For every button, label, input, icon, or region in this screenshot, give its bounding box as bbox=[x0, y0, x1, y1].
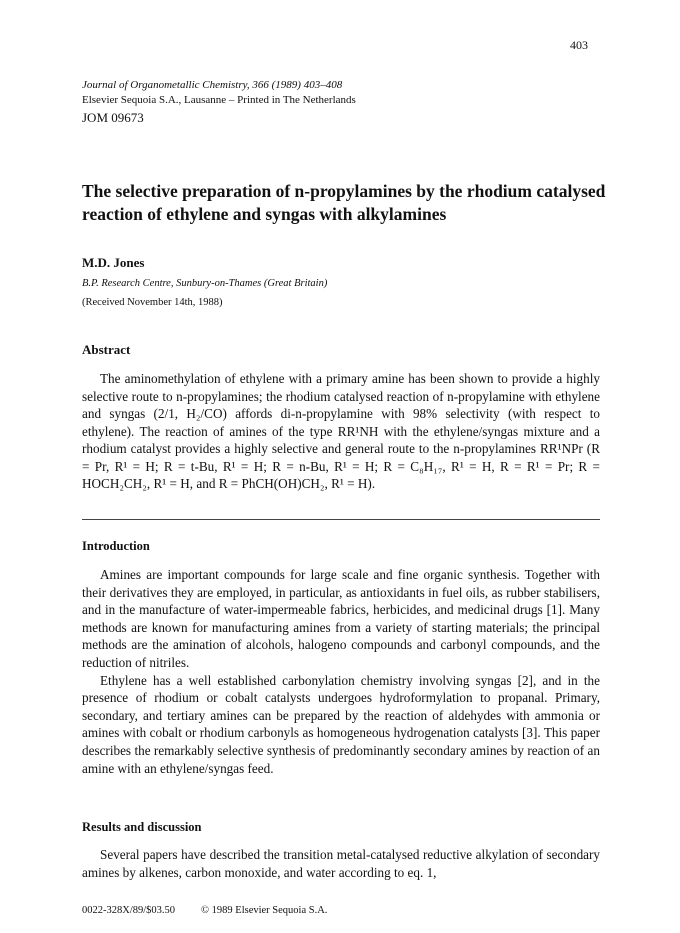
introduction-heading: Introduction bbox=[82, 539, 150, 553]
affiliation: B.P. Research Centre, Sunbury-on-Thames (Great Britain) bbox=[82, 278, 328, 289]
results-heading: Results and discussion bbox=[82, 820, 202, 834]
abstract-text: The aminomethylation of ethylene with a primary amine has been shown to provide a highly selective route to n-propylamines; the rhodium catalysed reaction of n-propylamine with ethylene and syngas (2/1, H₂/CO) affords di-n-propylamine with 98% selectivity (with respect to ethylene). The reaction of amines of the type RR¹NH with the ethylene/syngas mixture and a rhodium catalyst provides a highly selective and general route to the n-propylamines RR¹NPr (R = Pr, R¹ = H; R = t-Bu, R¹ = H; R = n-Bu, R¹ = H; R = C₈H₁₇, R¹ = H, R = R¹ = Pr; R = HOCH₂CH₂, R¹ = H, and R = PhCH(OH)CH₂, R¹ = H). bbox=[82, 371, 600, 491]
abstract-heading: Abstract bbox=[82, 342, 131, 357]
page-number: 403 bbox=[570, 38, 588, 52]
issn-code: 0022-328X/89/$03.50 bbox=[82, 905, 176, 916]
publisher-line: Elsevier Sequoia S.A., Lausanne – Printed in The Netherlands bbox=[82, 94, 356, 106]
author: M.D. Jones bbox=[82, 255, 145, 270]
received-date: (Received November 14th, 1988) bbox=[82, 297, 223, 308]
article-code: JOM 09673 bbox=[82, 110, 144, 125]
intro-paragraph: Amines are important compounds for large scale and fine organic synthesis. Together with their derivatives they are employed, in particular, as antioxidants in fuel oils, as rubber stabilisers, and in the manufacture of water-impermeable fabrics, herbicides, and medicinal drugs [1]. Many methods are known for manufacturing amines from a variety of starting materials; the principal methods are the amination of alcohols, halogeno compounds and carbonyl compounds, and the reduction of nitriles. bbox=[82, 567, 600, 670]
introduction-body bbox=[82, 566, 600, 777]
copyright: © 1989 Elsevier Sequoia S.A. bbox=[201, 905, 328, 916]
page-footer bbox=[82, 905, 327, 916]
results-paragraph: Several papers have described the transition metal-catalysed reductive alkylation of secondary amines by alkenes, carbon monoxide, and water according to eq. 1, bbox=[82, 847, 600, 880]
journal-header bbox=[82, 78, 356, 125]
intro-paragraph: Ethylene has a well established carbonylation chemistry involving syngas [2], and in the presence of rhodium or cobalt catalysts undergoes hydroformylation to propanal. Primary, secondary, and tertiary amines can be prepared by the reaction of aldehydes with ammonia or amines with cobalt or rhodium carbonyls as homogeneous hydrogenation catalysts [3]. This paper describes the remarkably selective synthesis of predominantly secondary amines by reaction of an amine with an ethylene/syngas feed. bbox=[82, 672, 600, 776]
section-divider bbox=[82, 519, 600, 520]
paper-title: The selective preparation of n-propylamines by the rhodium catalysed reaction of ethylene and syngas with alkylamines bbox=[82, 181, 606, 224]
journal-citation: Journal of Organometallic Chemistry, 366 (1989) 403–408 bbox=[82, 79, 343, 91]
results-body bbox=[82, 846, 600, 881]
